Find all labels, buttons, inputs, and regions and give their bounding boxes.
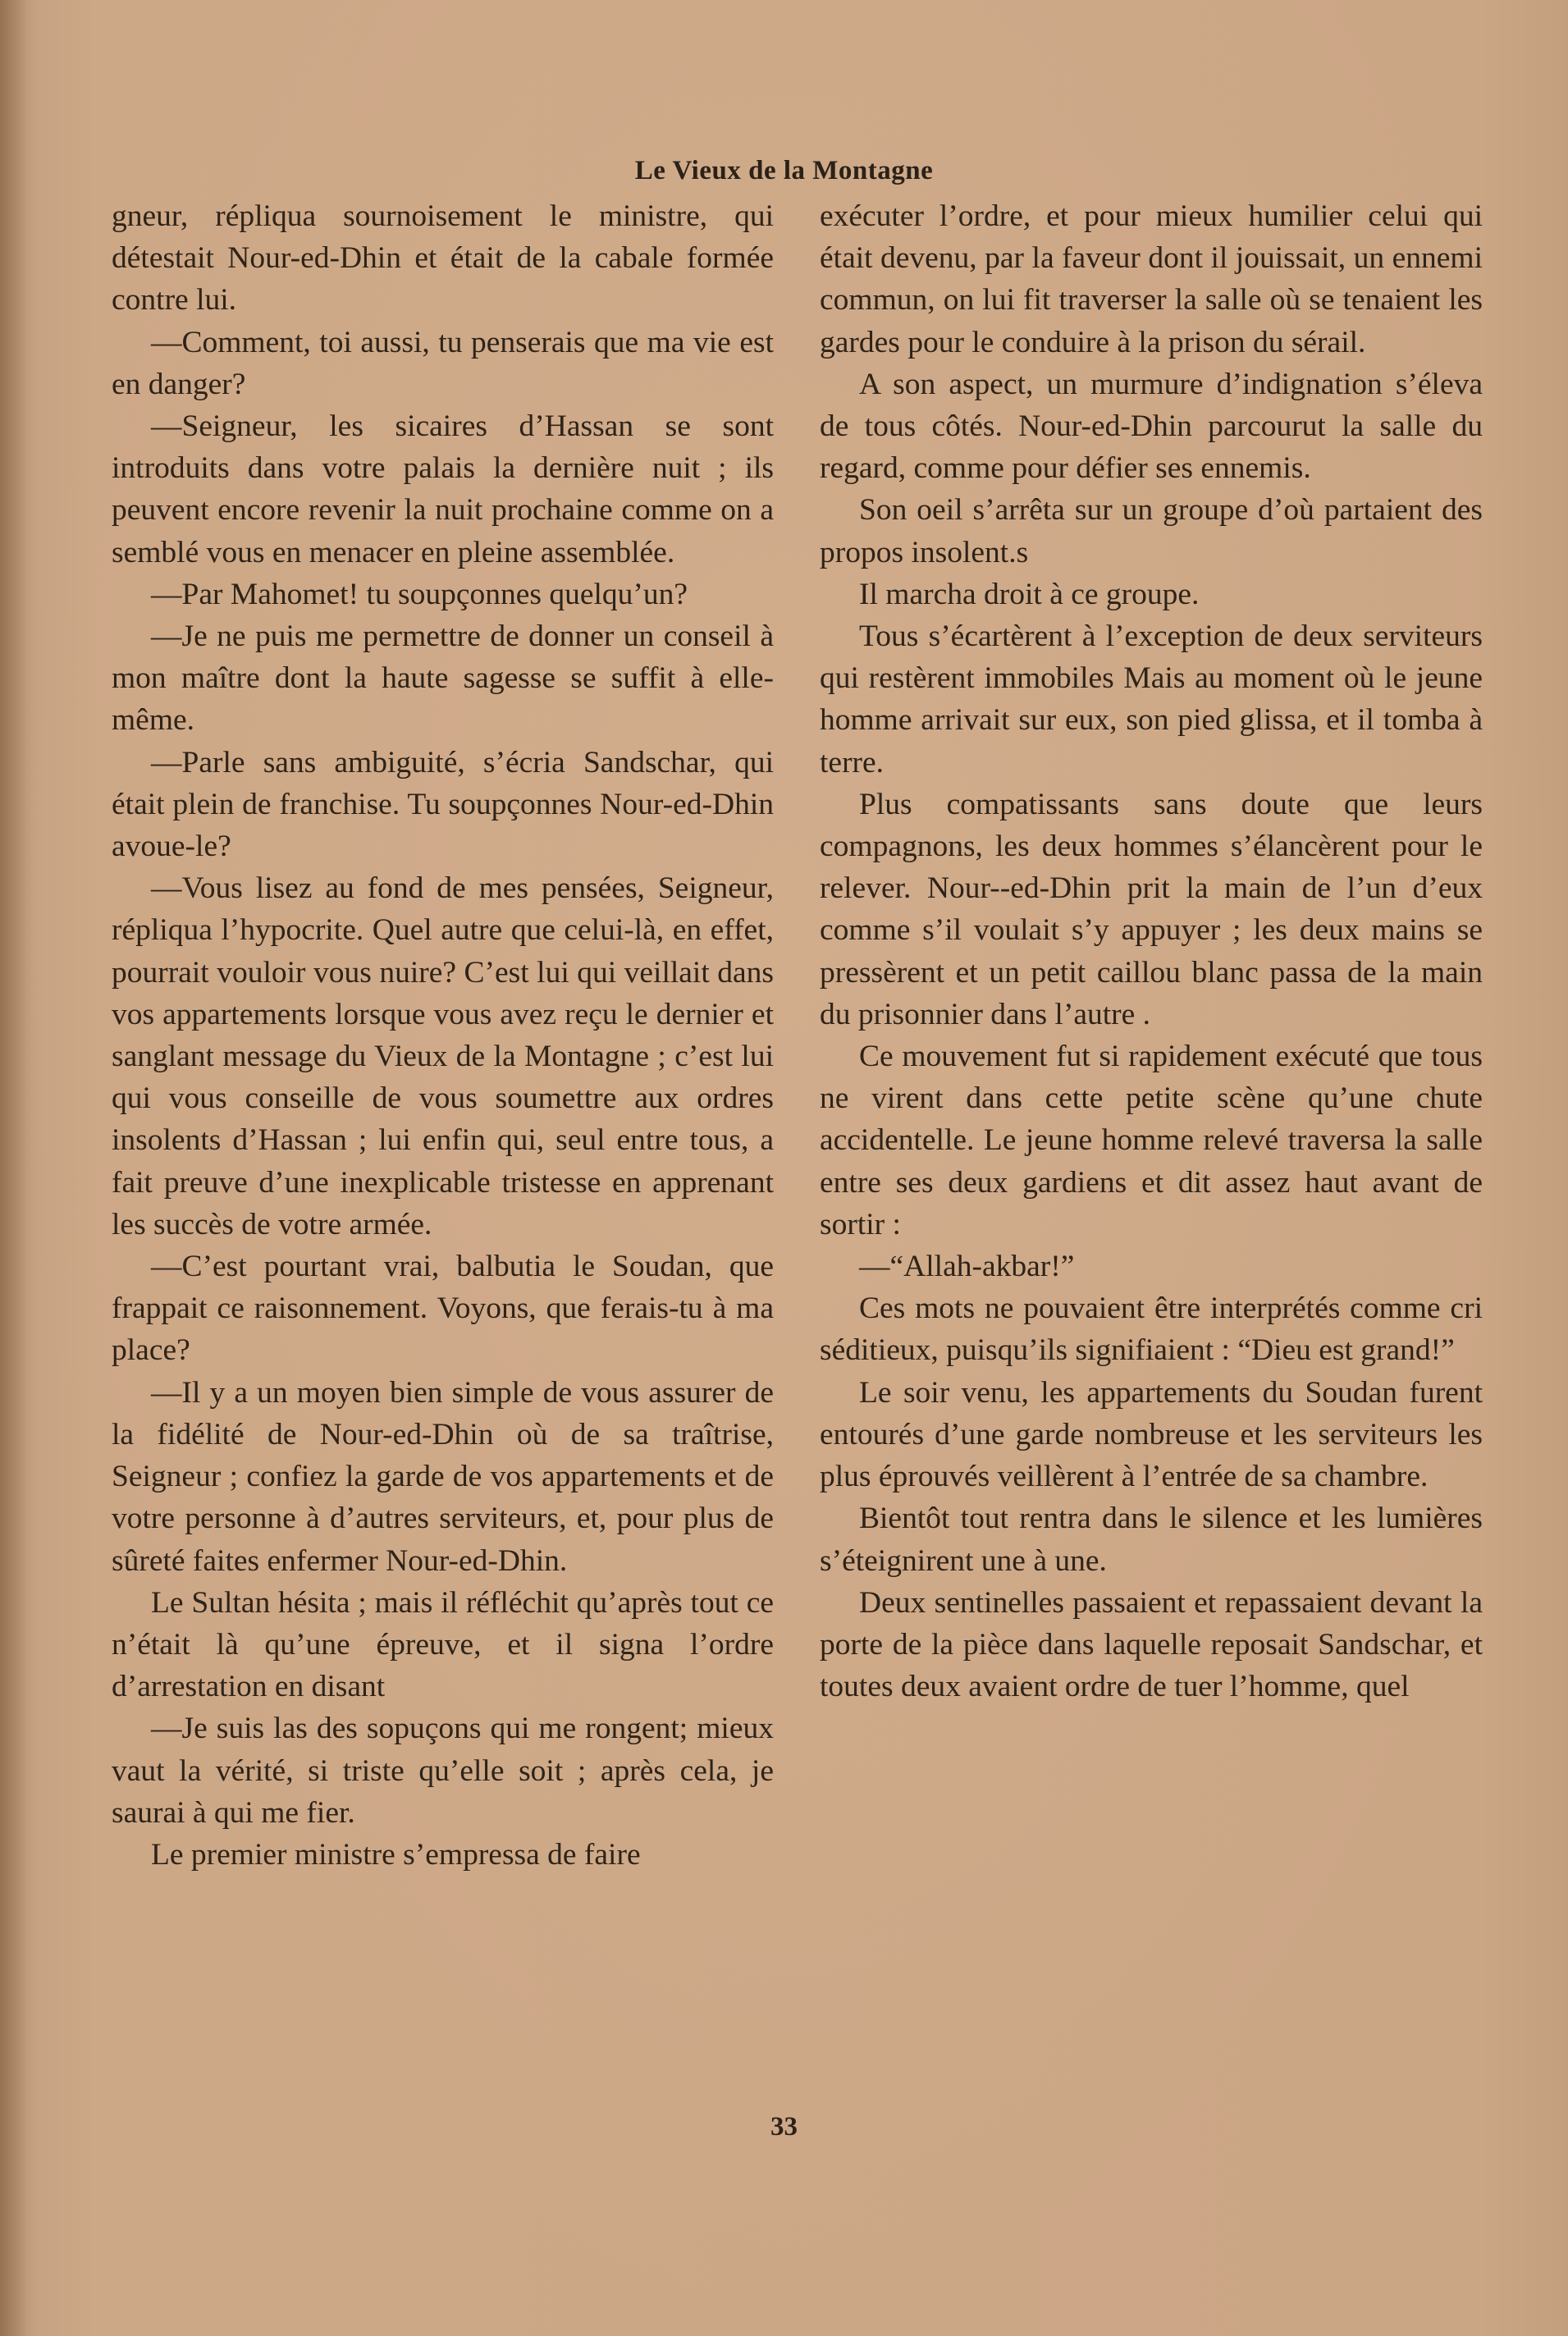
paragraph: —Vous lisez au fond de mes pensées, Seigneur, répliqua l’hypocrite. Quel autre que celui-là, en effet, pourrait vouloir vous nuire? C’est lui qui veillait dans vos appartements lorsque vous avez reçu le dernier et sanglant message du Vieux de la Montagne ; c’est lui qui vous conseille de vous soumettre aux ordres insolents d’Hassan ; lui enfin qui, seul entre tous, a fait preuve d’une inexplicable tristesse en apprenant les succès de votre armée. bbox=[112, 871, 774, 1241]
paragraph: —“Allah-akbar!” bbox=[859, 1250, 1075, 1284]
paragraph: —Par Mahomet! tu soupçonnes quelqu’un? bbox=[151, 577, 688, 611]
paragraph: Il marcha droit à ce groupe. bbox=[859, 577, 1200, 611]
paragraph: Ces mots ne pouvaient être interprétés comme cri séditieux, puisqu’ils signifiaient : “Dieu est grand!” bbox=[820, 1291, 1483, 1368]
paragraph: exécuter l’ordre, et pour mieux humilier celui qui était devenu, par la faveur dont il jouissait, un ennemi commun, on lui fit traverser la salle où se tenaient les gardes pour le conduire à la prison du sérail. bbox=[820, 199, 1483, 359]
paragraph: Deux sentinelles passaient et repassaient devant la porte de la pièce dans laquelle reposait Sandschar, et toutes deux avaient ordre de tuer l’homme, quel bbox=[820, 1585, 1483, 1704]
paragraph: Le premier ministre s’empressa de faire bbox=[151, 1837, 641, 1872]
paragraph: —Parle sans ambiguité, s’écria Sandschar, qui était plein de franchise. Tu soupçonnes Nour-ed-Dhin avoue-le? bbox=[112, 745, 774, 864]
paragraph: gneur, répliqua sournoisement le ministre, qui détestait Nour-ed-Dhin et était de la cabale formée contre lui. bbox=[112, 199, 774, 318]
paragraph: Le soir venu, les appartements du Soudan furent entourés d’une garde nombreuse et les serviteurs les plus éprouvés veillèrent à l’entrée de sa chambre. bbox=[820, 1375, 1483, 1494]
paragraph: A son aspect, un murmure d’indignation s’éleva de tous côtés. Nour-ed-Dhin parcourut la salle du regard, comme pour défier ses ennemis. bbox=[820, 367, 1483, 486]
paragraph: Le Sultan hésita ; mais il réfléchit qu’après tout ce n’était là qu’une épreuve, et il signa l’ordre d’arrestation en disant bbox=[112, 1585, 774, 1704]
paragraph: Ce mouvement fut si rapidement exécuté que tous ne virent dans cette petite scène qu’une chute accidentelle. Le jeune homme relevé traversa la salle entre ses deux gardiens et dit assez haut avant de sortir : bbox=[820, 1040, 1483, 1241]
paragraph: Plus compatissants sans doute que leurs compagnons, les deux hommes s’élancèrent pour le relever. Nour--ed-Dhin prit la main de l’un d’eux comme s’il voulait s’y appuyer ; les deux mains se pressèrent et un petit caillou blanc passa de la main du prisonnier dans l’autre . bbox=[820, 787, 1483, 1031]
paragraph: —Je suis las des sopuçons qui me rongent; mieux vaut la vérité, si triste qu’elle soit ; après cela, je saurai à qui me fier. bbox=[112, 1712, 774, 1830]
paragraph: —Comment, toi aussi, tu penserais que ma vie est en danger? bbox=[112, 325, 774, 401]
page-binding-shadow bbox=[0, 0, 38, 2336]
paragraph: Tous s’écartèrent à l’exception de deux serviteurs qui restèrent immobiles Mais au moment où le jeune homme arrivait sur eux, son pied glissa, et il tomba à terre. bbox=[820, 619, 1483, 779]
paragraph: —C’est pourtant vrai, balbutia le Soudan, que frappait ce raisonnement. Voyons, que ferais-tu à ma place? bbox=[112, 1250, 774, 1368]
page-number: 33 bbox=[770, 2112, 798, 2142]
left-text-column bbox=[112, 195, 774, 1876]
paragraph: —Il y a un moyen bien simple de vous assurer de la fidélité de Nour-ed-Dhin où de sa traîtrise, Seigneur ; confiez la garde de vos appartements et de votre personne à d’autres serviteurs, et, pour plus de sûreté faites enfermer Nour-ed-Dhin. bbox=[112, 1375, 774, 1578]
paragraph: Bientôt tout rentra dans le silence et les lumières s’éteignirent une à une. bbox=[820, 1502, 1483, 1578]
paragraph: —Je ne puis me permettre de donner un conseil à mon maître dont la haute sagesse se suffit à elle-même. bbox=[112, 619, 774, 738]
paragraph: —Seigneur, les sicaires d’Hassan se sont introduits dans votre palais la dernière nuit ; ils peuvent encore revenir la nuit prochaine comme on a semblé vous en menacer en pleine assemblée. bbox=[112, 409, 774, 569]
paragraph: Son oeil s’arrêta sur un groupe d’où partaient des propos insolent.s bbox=[820, 493, 1483, 569]
right-text-column bbox=[820, 195, 1483, 1707]
running-head: Le Vieux de la Montagne bbox=[634, 156, 934, 185]
